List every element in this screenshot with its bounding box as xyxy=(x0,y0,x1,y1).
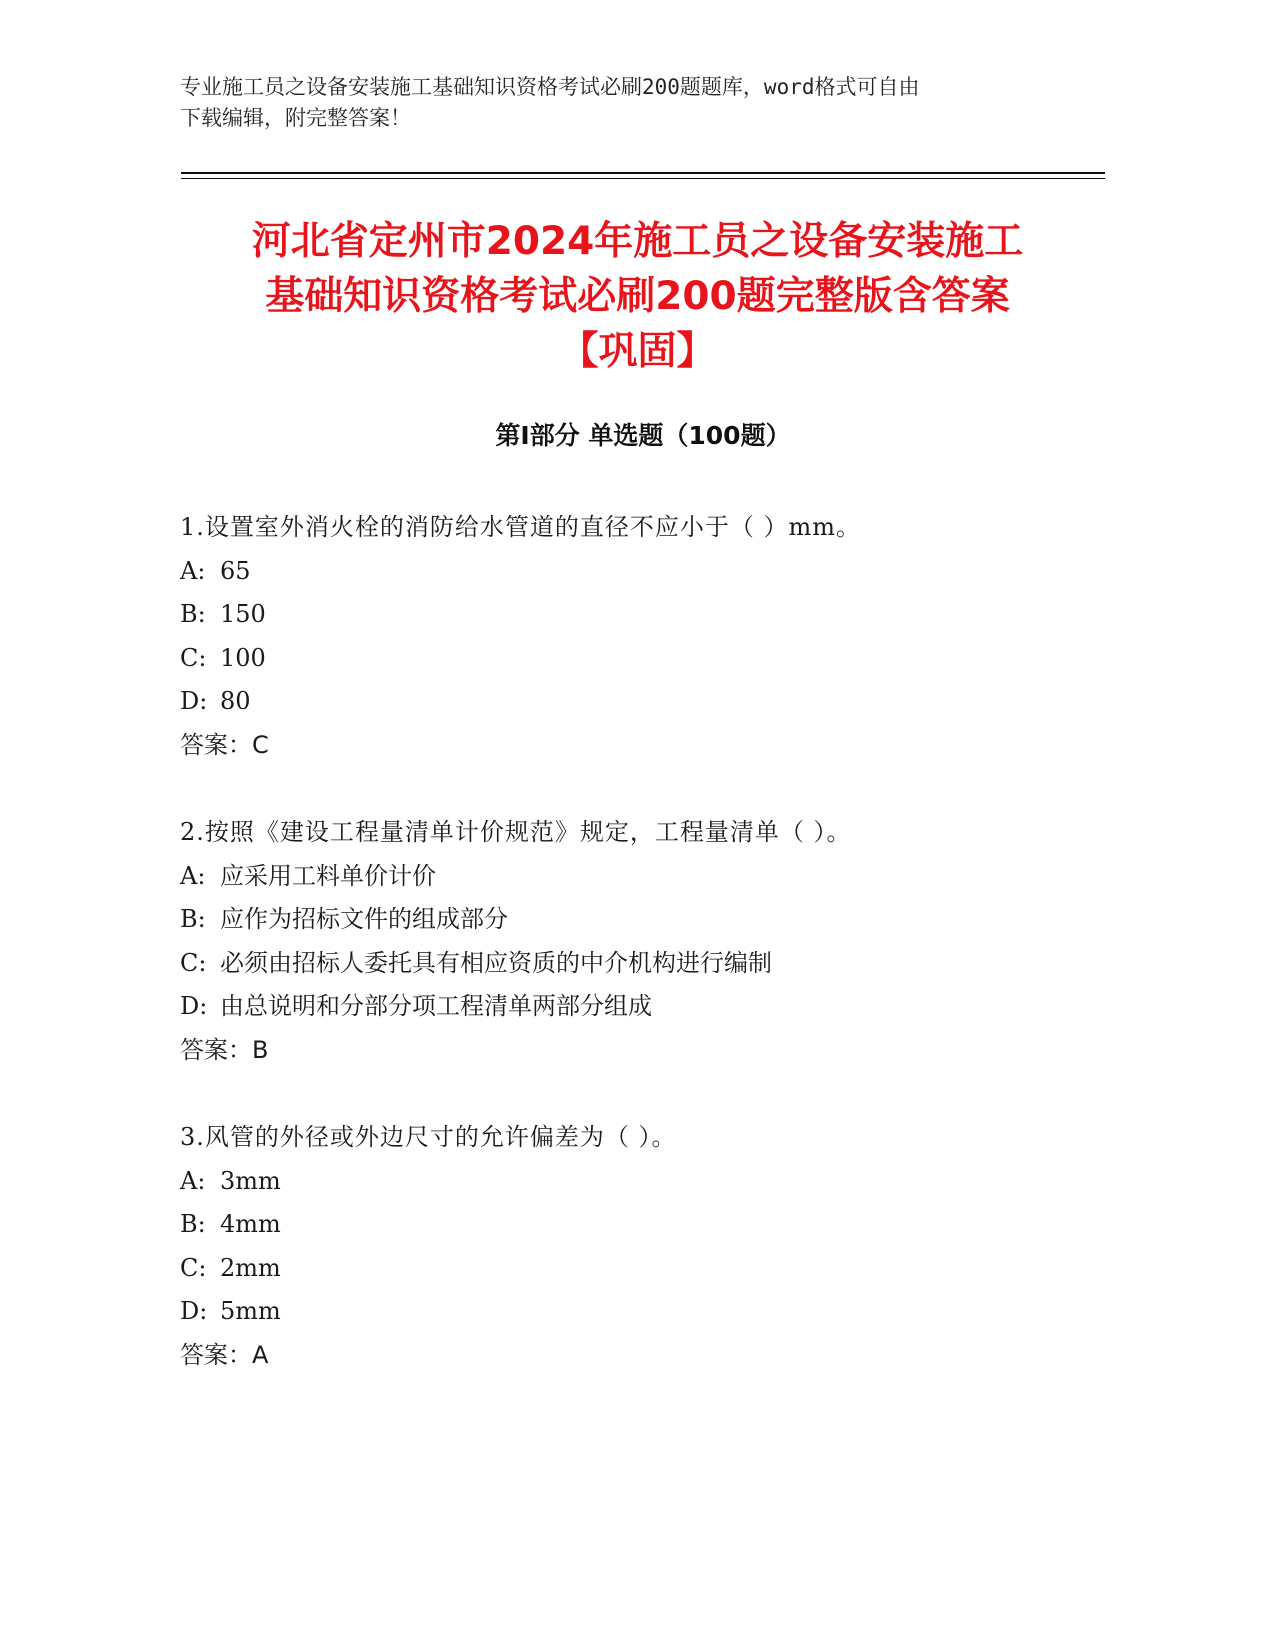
option-text: 4mm xyxy=(220,1210,281,1238)
option-text: 2mm xyxy=(220,1253,281,1282)
option-key: D: xyxy=(180,687,208,715)
option-c xyxy=(180,637,1105,681)
option-text: 必须由招标人委托具有相应资质的中介机构进行编制 xyxy=(220,948,772,977)
header-divider-thin xyxy=(181,178,1105,179)
header-note-line-1: 专业施工员之设备安装施工基础知识资格考试必刷200题题库，word格式可自由 xyxy=(180,75,920,99)
header-divider-thick xyxy=(181,172,1105,174)
option-b xyxy=(180,1203,1105,1247)
option-d xyxy=(180,1290,1105,1334)
option-key: A: xyxy=(180,1166,206,1195)
answer-line: 答案：C xyxy=(180,730,269,759)
option-text: 150 xyxy=(220,600,266,628)
option-key: A: xyxy=(180,861,206,890)
option-text: 应作为招标文件的组成部分 xyxy=(220,905,508,933)
option-c xyxy=(180,942,1105,986)
question-stem: 2.按照《建设工程量清单计价规范》规定，工程量清单（ ）。 xyxy=(180,818,852,846)
option-key: C: xyxy=(180,643,207,672)
document-title xyxy=(160,214,1115,379)
section-heading: 第I部分 单选题（100题） xyxy=(495,421,791,450)
question-stem: 3.风管的外径或外边尺寸的允许偏差为（ ）。 xyxy=(180,1123,677,1151)
option-key: B: xyxy=(180,1210,206,1238)
option-b xyxy=(180,898,1105,942)
title-line-1: 河北省定州市2024年施工员之设备安装施工 xyxy=(251,219,1024,264)
title-line-2: 基础知识资格考试必刷200题完整版含答案 xyxy=(265,274,1010,319)
answer-line: 答案：A xyxy=(180,1340,269,1369)
option-c xyxy=(180,1247,1105,1291)
option-a xyxy=(180,550,1105,594)
title-line-3: 【巩固】 xyxy=(559,329,716,374)
option-a xyxy=(180,1160,1105,1204)
option-text: 应采用工料单价计价 xyxy=(220,861,436,890)
header-note-line-2: 下载编辑，附完整答案！ xyxy=(180,106,411,130)
option-key: B: xyxy=(180,600,206,628)
option-text: 由总说明和分部分项工程清单两部分组成 xyxy=(220,992,652,1020)
answer-line: 答案：B xyxy=(180,1035,269,1064)
option-text: 5mm xyxy=(220,1297,281,1325)
option-text: 80 xyxy=(220,687,251,715)
question-2 xyxy=(180,811,1105,1072)
option-text: 100 xyxy=(220,643,266,672)
option-text: 65 xyxy=(220,556,251,585)
question-stem: 1.设置室外消火栓的消防给水管道的直径不应小于（ ）mm。 xyxy=(180,513,862,541)
option-key: A: xyxy=(180,556,206,585)
header-note xyxy=(180,72,1060,134)
option-a xyxy=(180,855,1105,899)
option-key: C: xyxy=(180,1253,207,1282)
question-1 xyxy=(180,506,1105,767)
option-key: D: xyxy=(180,1297,208,1325)
option-key: D: xyxy=(180,992,208,1020)
option-key: B: xyxy=(180,905,206,933)
option-d xyxy=(180,985,1105,1029)
option-text: 3mm xyxy=(220,1166,281,1195)
option-d xyxy=(180,680,1105,724)
question-3 xyxy=(180,1116,1105,1377)
option-b xyxy=(180,593,1105,637)
option-key: C: xyxy=(180,948,207,977)
